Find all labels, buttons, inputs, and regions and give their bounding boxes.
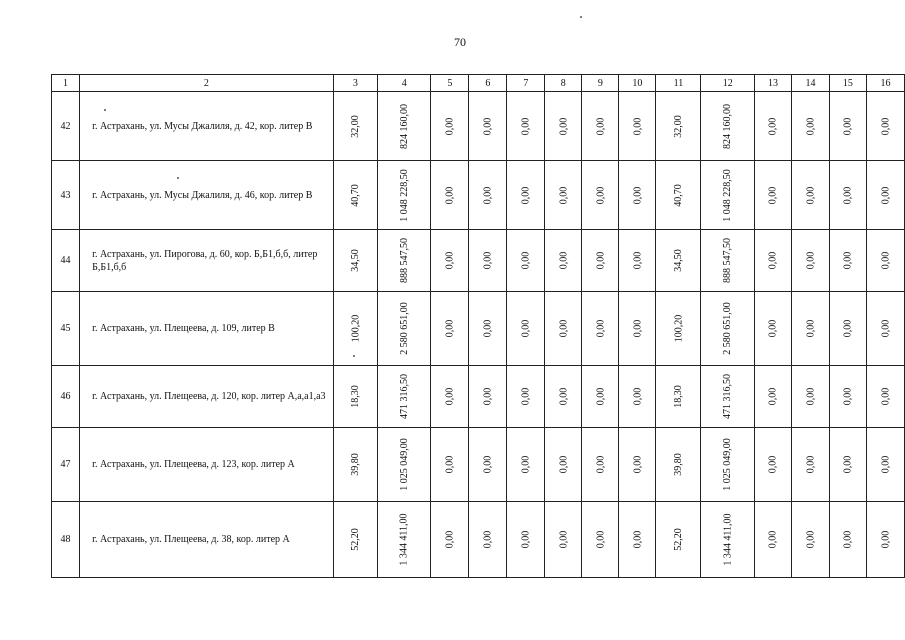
rotated-value: 471 316,50 [722,374,734,419]
rotated-value: 34,50 [349,249,361,272]
rotated-value: 0,00 [842,117,854,135]
value-cell [866,92,904,161]
rotated-value: 0,00 [557,251,569,270]
rotated-value: 0,00 [631,251,643,270]
value-cell [866,366,904,428]
value-cell [619,292,656,366]
area-cell [333,92,377,161]
column-number: 9 [582,75,619,92]
row-number: 43 [52,161,80,230]
rotated-value: 0,00 [444,251,456,270]
cost-cell [701,502,755,578]
table-row [52,230,905,292]
rotated-value: 0,00 [804,455,816,474]
rotated-value: 18,30 [349,385,361,408]
value-cell [469,502,507,578]
row-number: 45 [52,292,80,366]
value-cell [545,502,582,578]
rotated-value: 39,80 [349,453,361,476]
table-row [52,161,905,230]
value-cell [507,502,545,578]
table-body [52,75,905,578]
value-cell [507,92,545,161]
value-cell [582,428,619,502]
register-table [51,74,905,578]
value-cell [431,366,469,428]
rotated-value: 40,70 [672,183,684,207]
address-cell: г. Астрахань, ул. Плещеева, д. 120, кор. литер А,а,а1,а3 [80,366,334,428]
rotated-value: 0,00 [444,186,456,204]
row-number: 44 [52,230,80,292]
value-cell [431,428,469,502]
rotated-value: 0,00 [804,117,816,135]
cost-cell [701,230,755,292]
rotated-value: 52,20 [349,528,361,551]
rotated-value: 888 547,50 [398,238,410,283]
rotated-value: 0,00 [594,251,606,270]
value-cell [507,292,545,366]
rotated-value: 100,20 [349,314,361,343]
address-cell: г. Астрахань, ул. Плещеева, д. 109, литер В [80,292,334,366]
cost-cell [701,428,755,502]
rotated-value: 0,00 [520,186,532,204]
value-cell [754,366,791,428]
address-cell: г. Астрахань, ул. Мусы Джалиля, д. 42, кор. литер В [80,92,334,161]
rotated-value: 0,00 [557,530,569,549]
row-number: 47 [52,428,80,502]
rotated-value: 32,00 [349,114,361,138]
rotated-value: 0,00 [842,455,854,474]
rotated-value: 0,00 [842,387,854,406]
rotated-value: 0,00 [444,530,456,549]
value-cell [507,161,545,230]
rotated-value: 52,20 [672,528,684,551]
value-cell [791,230,829,292]
column-number: 6 [469,75,507,92]
value-cell [866,161,904,230]
address-cell: г. Астрахань, ул. Плещеева, д. 38, кор. литер А [80,502,334,578]
page-number: 70 [454,35,466,49]
rotated-value: 0,00 [767,251,779,270]
rotated-value: 0,00 [631,387,643,406]
value-cell [866,428,904,502]
value-cell [619,230,656,292]
value-cell [507,230,545,292]
rotated-value: 0,00 [631,186,643,204]
rotated-value: 0,00 [594,387,606,406]
rotated-value: 0,00 [842,186,854,204]
rotated-value: 0,00 [879,117,891,135]
value-cell [866,230,904,292]
rotated-value: 1 344 411,00 [398,513,410,566]
area-cell [656,502,701,578]
rotated-value: 0,00 [482,387,494,406]
rotated-value: 2 580 651,00 [398,302,410,355]
column-number: 4 [377,75,431,92]
value-cell [754,230,791,292]
area-cell [333,502,377,578]
value-cell [582,502,619,578]
rotated-value: 0,00 [842,251,854,270]
value-cell [469,366,507,428]
column-number: 16 [866,75,904,92]
cost-cell [377,230,431,292]
rotated-value: 0,00 [631,117,643,135]
value-cell [582,366,619,428]
rotated-value: 32,00 [672,114,684,138]
rotated-value: 0,00 [557,117,569,135]
value-cell [545,161,582,230]
rotated-value: 39,80 [672,453,684,476]
row-number: 42 [52,92,80,161]
rotated-value: 0,00 [482,117,494,135]
rotated-value: 0,00 [444,455,456,474]
rotated-value: 888 547,50 [722,238,734,283]
value-cell [619,161,656,230]
row-number: 48 [52,502,80,578]
value-cell [431,92,469,161]
rotated-value: 471 316,50 [398,374,410,419]
value-cell [469,428,507,502]
value-cell [829,502,866,578]
area-cell [656,92,701,161]
value-cell [507,428,545,502]
rotated-value: 0,00 [594,117,606,135]
rotated-value: 18,30 [672,385,684,408]
value-cell [829,161,866,230]
rotated-value: 0,00 [594,319,606,338]
scan-speck [104,109,106,111]
area-cell [656,292,701,366]
column-number: 7 [507,75,545,92]
value-cell [469,161,507,230]
rotated-value: 34,50 [672,249,684,272]
rotated-value: 2 580 651,00 [722,302,734,355]
address-cell: г. Астрахань, ул. Пирогова, д. 60, кор. Б,Б1,б,б, литер Б,Б1,б,б [80,230,334,292]
value-cell [829,366,866,428]
value-cell [791,502,829,578]
rotated-value: 0,00 [520,455,532,474]
rotated-value: 0,00 [879,530,891,549]
value-cell [754,502,791,578]
value-cell [754,92,791,161]
rotated-value: 0,00 [879,251,891,270]
value-cell [431,230,469,292]
column-number: 12 [701,75,755,92]
rotated-value: 0,00 [520,530,532,549]
value-cell [545,428,582,502]
rotated-value: 824 160,00 [398,103,410,149]
value-cell [469,92,507,161]
rotated-value: 0,00 [594,455,606,474]
value-cell [431,161,469,230]
value-cell [866,292,904,366]
rotated-value: 0,00 [842,319,854,338]
value-cell [469,292,507,366]
column-number: 10 [619,75,656,92]
value-cell [619,428,656,502]
rotated-value: 0,00 [804,186,816,204]
value-cell [582,230,619,292]
rotated-value: 0,00 [767,319,779,338]
column-number: 3 [333,75,377,92]
rotated-value: 0,00 [557,319,569,338]
column-number: 15 [829,75,866,92]
cost-cell [701,292,755,366]
rotated-value: 0,00 [804,530,816,549]
value-cell [545,292,582,366]
rotated-value: 40,70 [349,183,361,207]
area-cell [333,230,377,292]
rotated-value: 0,00 [520,387,532,406]
value-cell [754,428,791,502]
rotated-value: 0,00 [631,530,643,549]
area-cell [656,161,701,230]
rotated-value: 0,00 [482,319,494,338]
cost-cell [377,366,431,428]
rotated-value: 0,00 [767,387,779,406]
value-cell [469,230,507,292]
rotated-value: 100,20 [672,314,684,343]
rotated-value: 0,00 [520,251,532,270]
rotated-value: 0,00 [520,319,532,338]
cost-cell [377,161,431,230]
rotated-value: 0,00 [804,251,816,270]
rotated-value: 0,00 [557,387,569,406]
value-cell [791,428,829,502]
rotated-value: 824 160,00 [722,103,734,149]
value-cell [791,366,829,428]
table-row [52,292,905,366]
rotated-value: 0,00 [482,530,494,549]
rotated-value: 0,00 [631,455,643,474]
rotated-value: 1 344 411,00 [722,513,734,566]
cost-cell [701,366,755,428]
header-row [52,75,905,92]
area-cell [656,366,701,428]
value-cell [545,366,582,428]
rotated-value: 0,00 [594,530,606,549]
value-cell [545,230,582,292]
cost-cell [701,92,755,161]
rotated-value: 0,00 [482,455,494,474]
table-row [52,428,905,502]
column-number: 8 [545,75,582,92]
rotated-value: 0,00 [520,117,532,135]
scan-speck [353,355,355,357]
rotated-value: 0,00 [879,319,891,338]
area-cell [333,292,377,366]
table-row [52,92,905,161]
rotated-value: 0,00 [557,455,569,474]
value-cell [582,161,619,230]
value-cell [829,92,866,161]
rotated-value: 0,00 [879,387,891,406]
column-number: 11 [656,75,701,92]
value-cell [507,366,545,428]
rotated-value: 0,00 [804,387,816,406]
cost-cell [377,92,431,161]
rotated-value: 0,00 [444,117,456,135]
rotated-value: 1 048 228,50 [722,168,734,222]
rotated-value: 0,00 [879,455,891,474]
cost-cell [377,428,431,502]
value-cell [619,92,656,161]
value-cell [791,92,829,161]
rotated-value: 0,00 [482,251,494,270]
cost-cell [377,292,431,366]
cost-cell [701,161,755,230]
rotated-value: 0,00 [804,319,816,338]
table-row [52,502,905,578]
table-row [52,366,905,428]
value-cell [431,292,469,366]
rotated-value: 0,00 [842,530,854,549]
value-cell [619,366,656,428]
rotated-value: 0,00 [879,186,891,204]
value-cell [431,502,469,578]
value-cell [754,292,791,366]
area-cell [656,230,701,292]
value-cell [791,161,829,230]
rotated-value: 0,00 [557,186,569,204]
rotated-value: 0,00 [482,186,494,204]
address-cell: г. Астрахань, ул. Мусы Джалиля, д. 46, кор. литер В [80,161,334,230]
column-number: 1 [52,75,80,92]
rotated-value: 0,00 [767,455,779,474]
area-cell [333,428,377,502]
rotated-value: 0,00 [444,319,456,338]
scan-speck [177,177,179,179]
rotated-value: 1 048 228,50 [398,168,410,222]
value-cell [829,428,866,502]
rotated-value: 0,00 [594,186,606,204]
column-number: 2 [80,75,334,92]
rotated-value: 0,00 [767,530,779,549]
value-cell [754,161,791,230]
value-cell [791,292,829,366]
value-cell [582,92,619,161]
rotated-value: 0,00 [444,387,456,406]
rotated-value: 0,00 [767,117,779,135]
column-number: 13 [754,75,791,92]
cost-cell [377,502,431,578]
rotated-value: 0,00 [767,186,779,204]
area-cell [333,366,377,428]
value-cell [866,502,904,578]
value-cell [545,92,582,161]
value-cell [582,292,619,366]
column-number: 5 [431,75,469,92]
value-cell [619,502,656,578]
rotated-value: 1 025 049,00 [722,438,734,491]
area-cell [656,428,701,502]
rotated-value: 1 025 049,00 [398,438,410,491]
area-cell [333,161,377,230]
address-cell: г. Астрахань, ул. Плещеева, д. 123, кор. литер А [80,428,334,502]
rotated-value: 0,00 [631,319,643,338]
row-number: 46 [52,366,80,428]
value-cell [829,292,866,366]
column-number: 14 [791,75,829,92]
value-cell [829,230,866,292]
scan-speck [580,16,582,18]
